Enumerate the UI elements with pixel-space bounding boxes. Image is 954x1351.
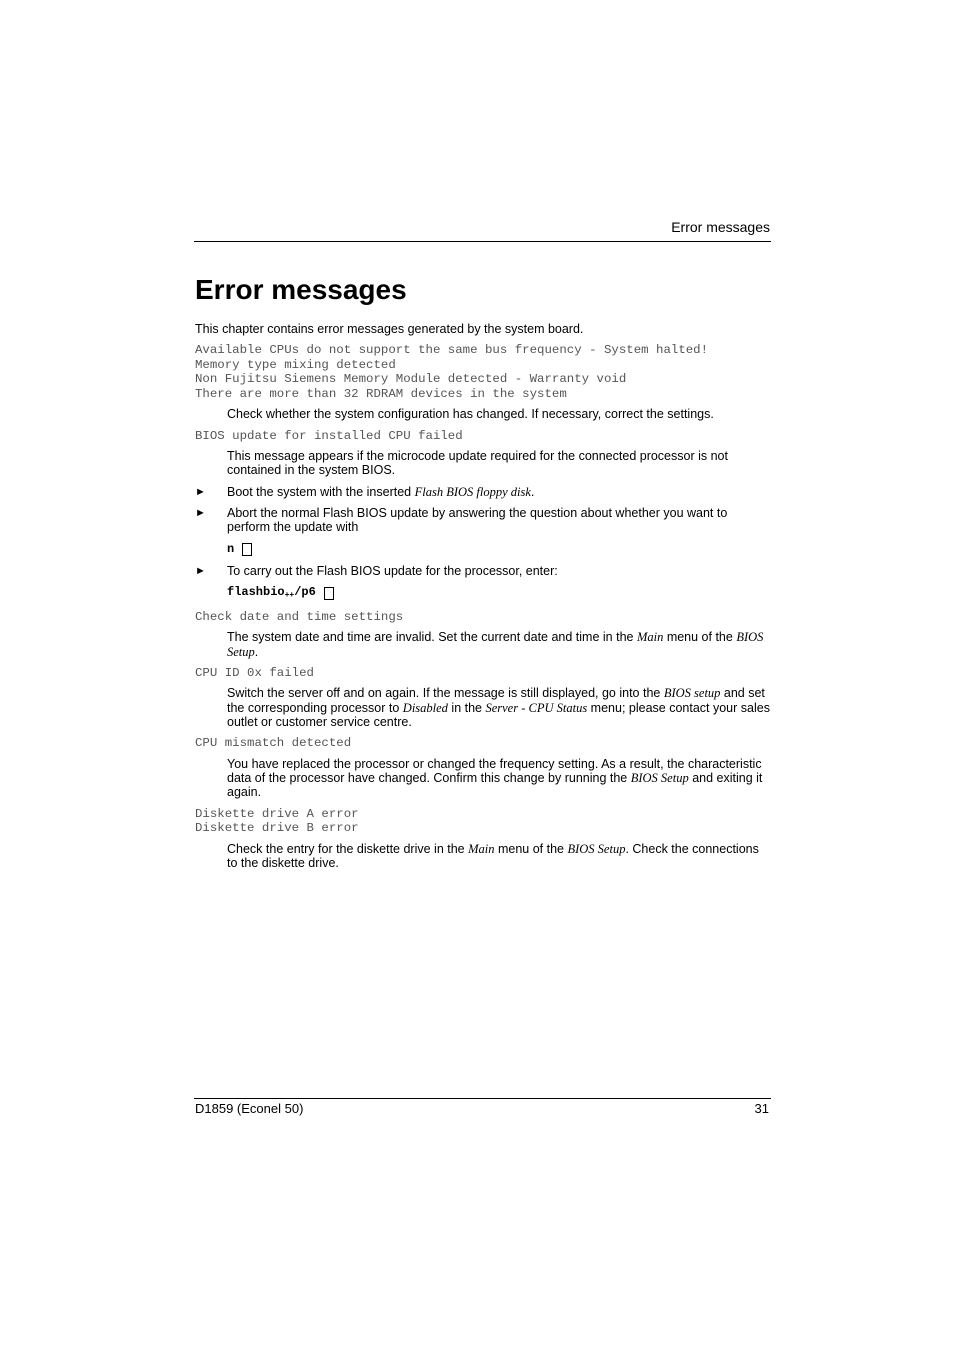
error-message: Memory type mixing detected: [195, 357, 396, 372]
text-run: The system date and time are invalid. Set the current date and time in the: [227, 630, 637, 645]
subscript: ++: [284, 590, 295, 600]
error-message: Check date and time settings: [195, 609, 404, 624]
text-run: Boot the system with the inserted: [227, 484, 415, 499]
instruction-step: [195, 564, 770, 578]
bullet-arrow-icon: ►: [195, 506, 206, 519]
footer-document-id: D1859 (Econel 50): [195, 1101, 304, 1116]
bullet-arrow-icon: ►: [195, 564, 206, 577]
emphasis-term: BIOS setup: [663, 686, 721, 701]
text-run: menu of the: [663, 630, 737, 645]
emphasis-term: Main: [468, 841, 495, 856]
emphasis-term: Flash BIOS floppy disk: [414, 484, 531, 499]
error-message: BIOS update for installed CPU failed: [195, 428, 463, 443]
instruction-step: [195, 506, 770, 535]
error-description: [227, 686, 770, 729]
instruction-text: Abort the normal Flash BIOS update by answering the question about whether you want to perform the update with: [227, 505, 728, 535]
instruction-text: [227, 485, 770, 499]
text-run: You have replaced the processor or changed the frequency setting. As a result, the characteristic data of the processor have changed. Confirm this change by running the: [227, 756, 762, 786]
command-text: [227, 585, 316, 603]
emphasis-term: BIOS Setup: [630, 771, 689, 786]
error-message-group-6: [195, 807, 770, 836]
intro-paragraph: This chapter contains error messages generated by the system board.: [195, 322, 584, 336]
error-message: Non Fujitsu Siemens Memory Module detected - Warranty void: [195, 372, 627, 387]
text-run: .: [254, 644, 259, 659]
enter-key-icon: [324, 587, 334, 600]
running-header: Error messages: [671, 219, 770, 235]
enter-key-icon: [242, 543, 252, 556]
footer-rule: [194, 1098, 771, 1099]
text-run: Switch the server off and on again. If the message is still displayed, go into the: [227, 686, 664, 701]
emphasis-term: BIOS Setup: [567, 841, 626, 856]
bullet-arrow-icon: ►: [195, 485, 206, 498]
text-run: menu of the: [494, 841, 568, 856]
command-input: [227, 542, 770, 557]
emphasis-term: Main: [636, 630, 664, 645]
page-number: 31: [754, 1101, 769, 1116]
command-text: n: [227, 541, 235, 556]
error-message: CPU mismatch detected: [195, 736, 352, 751]
error-message-group-4: [195, 666, 770, 681]
error-message: Available CPUs do not support the same bus frequency - System halted!: [195, 343, 709, 358]
text-run: . Check the connections to the diskette drive.: [227, 841, 759, 871]
error-message-group-5: [195, 736, 770, 751]
text-run: and set the corresponding processor to: [227, 686, 765, 715]
error-description: This message appears if the microcode update required for the connected processor is not contained in the system BIOS.: [227, 449, 728, 478]
instruction-text: To carry out the Flash BIOS update for the processor, enter:: [227, 563, 558, 578]
text-run: and exiting it again.: [227, 771, 763, 800]
text-run: in the: [447, 700, 486, 715]
page-title: Error messages: [195, 274, 407, 305]
text-run: flashbio: [227, 584, 285, 599]
emphasis-term: BIOS Setup: [227, 630, 764, 659]
error-message: There are more than 32 RDRAM devices in the system: [195, 386, 567, 401]
emphasis-term: Server - CPU Status: [485, 700, 588, 715]
error-description: [227, 757, 770, 800]
error-message-group-1: [195, 343, 770, 401]
instruction-step: [195, 485, 770, 499]
error-description: Check whether the system configuration has changed. If necessary, correct the settings.: [227, 407, 714, 422]
error-description: [227, 630, 770, 659]
header-rule: [194, 241, 771, 242]
text-run: .: [530, 484, 535, 499]
error-message-group-3: [195, 610, 770, 625]
command-input: [227, 585, 770, 603]
error-description: [227, 842, 770, 871]
text-run: Check the entry for the diskette drive in the: [227, 841, 469, 856]
emphasis-term: Disabled: [402, 700, 448, 715]
error-message-group-2: [195, 429, 770, 444]
error-message: Diskette drive B error: [195, 821, 359, 836]
error-message: Diskette drive A error: [195, 806, 359, 821]
text-run: /p6: [294, 584, 316, 599]
text-run: menu; please contact your sales outlet or customer service centre.: [227, 700, 770, 730]
error-message: CPU ID 0x failed: [195, 665, 314, 680]
page-content: [195, 322, 770, 877]
